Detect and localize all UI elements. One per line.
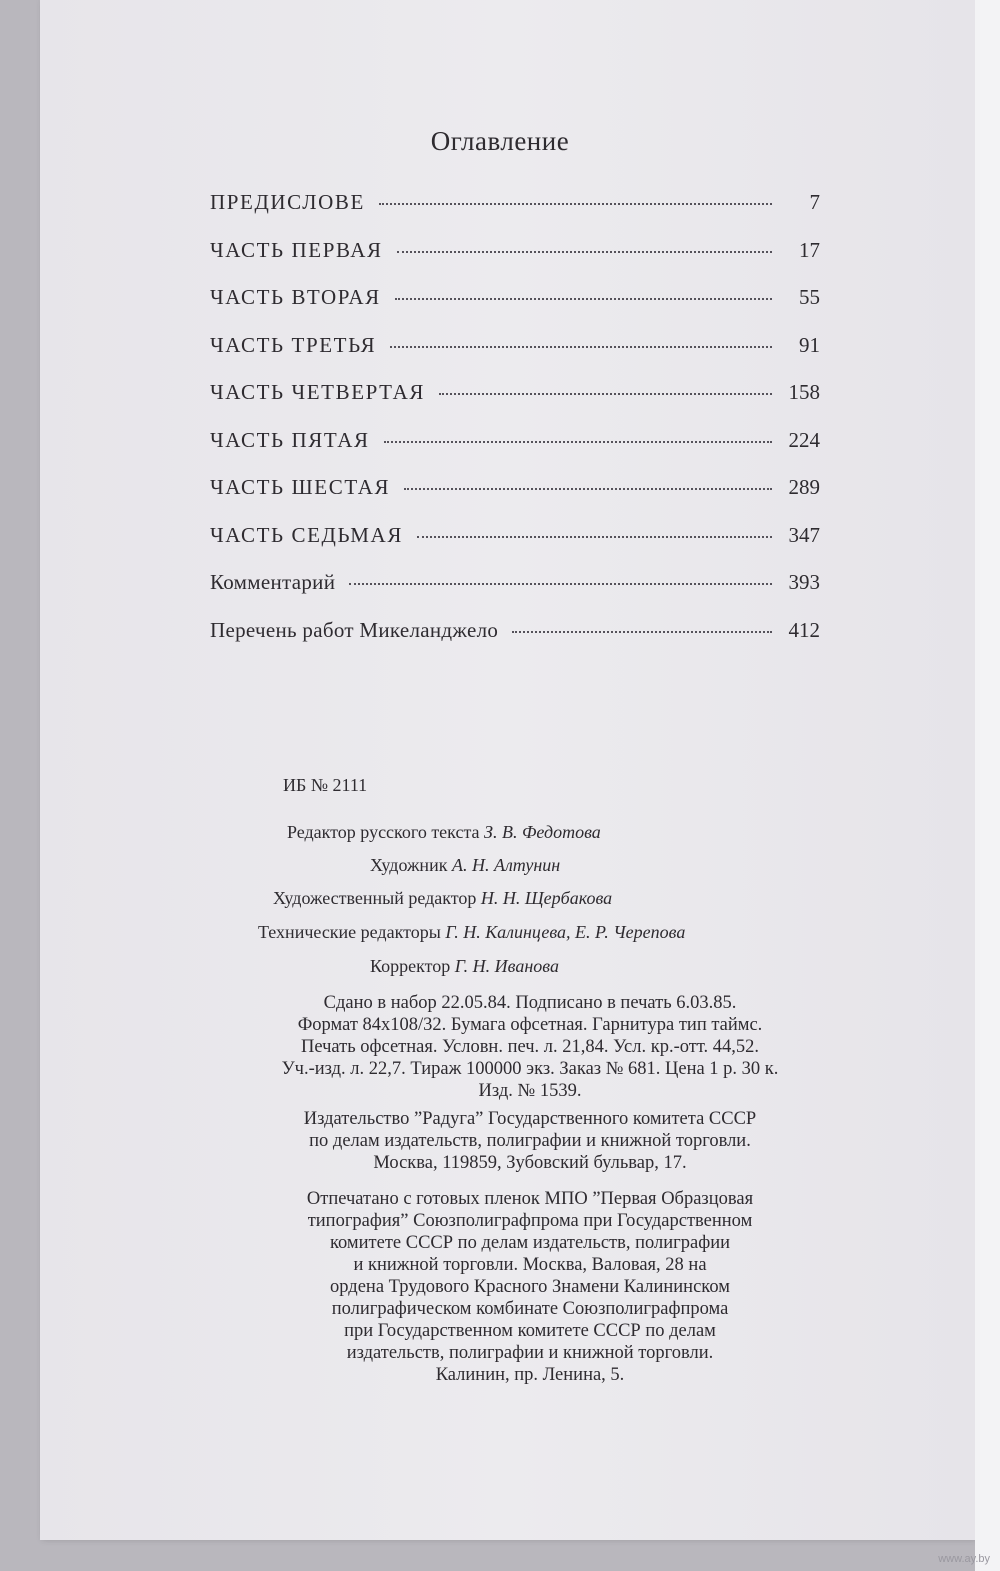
toc-entry-label: ЧАСТЬ ТРЕТЬЯ bbox=[210, 332, 377, 357]
credit-art-editor bbox=[273, 888, 612, 909]
printer-info bbox=[150, 1188, 910, 1386]
toc-entry-page: 17 bbox=[799, 237, 820, 262]
toc-entry bbox=[210, 333, 820, 381]
credit-role: Редактор русского текста bbox=[287, 822, 480, 842]
publisher-line: Москва, 119859, Зубовский бульвар, 17. bbox=[373, 1153, 687, 1173]
toc-entry-label: ЧАСТЬ ПЕРВАЯ bbox=[210, 237, 383, 262]
printer-line: и книжной торговли. Москва, Валовая, 28 на bbox=[353, 1255, 707, 1275]
credit-name: З. В. Федотова bbox=[484, 822, 601, 842]
toc-entry-label: Перечень работ Микеланджело bbox=[210, 617, 499, 642]
toc-list bbox=[210, 190, 820, 665]
toc-leader-dots bbox=[417, 535, 772, 538]
printer-line: издательств, полиграфии и книжной торговли. bbox=[346, 1343, 714, 1363]
printer-line: Отпечатано с готовых пленок МПО ”Первая Образцовая bbox=[306, 1189, 754, 1209]
printer-line: Калинин, пр. Ленина, 5. bbox=[435, 1365, 625, 1385]
toc-entry-page: 55 bbox=[799, 285, 820, 309]
toc-entry-page: 158 bbox=[788, 380, 820, 404]
credit-tech-editors bbox=[258, 922, 685, 943]
toc-entry-label: ЧАСТЬ ПЯТАЯ bbox=[210, 427, 370, 452]
print-details-line: Формат 84x108/32. Бумага офсетная. Гарнитура тип таймс. bbox=[297, 1015, 763, 1035]
toc-title: Оглавление bbox=[430, 126, 570, 156]
credit-role: Корректор bbox=[370, 956, 451, 976]
toc-entry-page: 289 bbox=[788, 475, 820, 499]
credit-role: Художник bbox=[370, 855, 448, 875]
print-details-line: Изд. № 1539. bbox=[478, 1081, 582, 1101]
publisher-line: Издательство ”Радуга” Государственного комитета СССР bbox=[303, 1109, 757, 1129]
toc-entry bbox=[210, 238, 820, 286]
print-details-line: Сдано в набор 22.05.84. Подписано в печать 6.03.85. bbox=[323, 993, 737, 1013]
toc-entry bbox=[210, 285, 820, 333]
print-details-line: Уч.-изд. л. 22,7. Тираж 100000 экз. Заказ № 681. Цена 1 р. 30 к. bbox=[281, 1059, 779, 1079]
credit-name: Г. Н. Калинцева, Е. Р. Черепова bbox=[445, 922, 686, 942]
toc-leader-dots bbox=[397, 250, 772, 253]
toc-entry bbox=[210, 523, 820, 571]
toc-entry-label: ЧАСТЬ ЧЕТВЕРТАЯ bbox=[210, 380, 425, 404]
print-details bbox=[150, 992, 910, 1102]
toc-entry-label: Комментарий bbox=[210, 570, 336, 594]
credit-name: Г. Н. Иванова bbox=[454, 956, 559, 976]
toc-leader-dots bbox=[379, 202, 772, 205]
toc-entry-page: 393 bbox=[788, 570, 820, 594]
printer-line: комитете СССР по делам издательств, полиграфии bbox=[329, 1233, 731, 1253]
printer-line: типография” Союзполиграфпрома при Государственном bbox=[307, 1211, 753, 1231]
toc-entry bbox=[210, 380, 820, 428]
toc-entry bbox=[210, 618, 820, 666]
ib-number: ИБ № 2111 bbox=[283, 775, 368, 795]
credit-role: Художественный редактор bbox=[273, 888, 477, 908]
toc-entry bbox=[210, 570, 820, 618]
toc-entry-page: 91 bbox=[799, 332, 820, 357]
print-details-line: Печать офсетная. Условн. печ. л. 21,84. Усл. кр.-отт. 44,52. bbox=[300, 1037, 760, 1057]
toc-entry bbox=[210, 475, 820, 523]
toc-entry-page: 224 bbox=[788, 427, 820, 452]
toc-entry-page: 412 bbox=[788, 617, 820, 642]
publisher-line: по делам издательств, полиграфии и книжной торговли. bbox=[309, 1131, 751, 1151]
publisher-info bbox=[150, 1108, 910, 1174]
toc-leader-dots bbox=[395, 297, 772, 300]
toc-leader-dots bbox=[384, 440, 772, 443]
adjacent-page-edge bbox=[975, 0, 1000, 1571]
toc-entry-label: ЧАСТЬ ВТОРАЯ bbox=[210, 285, 381, 309]
printer-line: при Государственном комитете СССР по делам bbox=[344, 1321, 716, 1341]
toc-leader-dots bbox=[439, 392, 772, 395]
toc-leader-dots bbox=[349, 582, 772, 585]
credit-corrector bbox=[370, 956, 559, 977]
printer-line: ордена Трудового Красного Знамени Калининском bbox=[330, 1277, 730, 1297]
toc-entry-label: ЧАСТЬ СЕДЬМАЯ bbox=[210, 522, 403, 547]
credit-artist bbox=[370, 855, 560, 876]
toc-entry-label: ЧАСТЬ ШЕСТАЯ bbox=[210, 475, 391, 499]
toc-entry-page: 7 bbox=[809, 190, 820, 214]
credit-editor bbox=[287, 822, 601, 843]
toc-leader-dots bbox=[390, 345, 772, 348]
toc-leader-dots bbox=[404, 487, 772, 490]
toc-leader-dots bbox=[512, 630, 772, 633]
credit-role: Технические редакторы bbox=[258, 922, 441, 942]
toc-entry bbox=[210, 428, 820, 476]
toc-entry-page: 347 bbox=[788, 522, 820, 547]
credit-name: А. Н. Алтунин bbox=[451, 855, 561, 875]
toc-entry bbox=[210, 190, 820, 238]
printer-line: полиграфическом комбинате Союзполиграфпрома bbox=[331, 1299, 729, 1319]
credit-name: Н. Н. Щербакова bbox=[480, 888, 613, 908]
watermark: www.ay.by bbox=[938, 1553, 990, 1565]
toc-entry-label: ПРЕДИСЛОВЕ bbox=[210, 190, 365, 214]
